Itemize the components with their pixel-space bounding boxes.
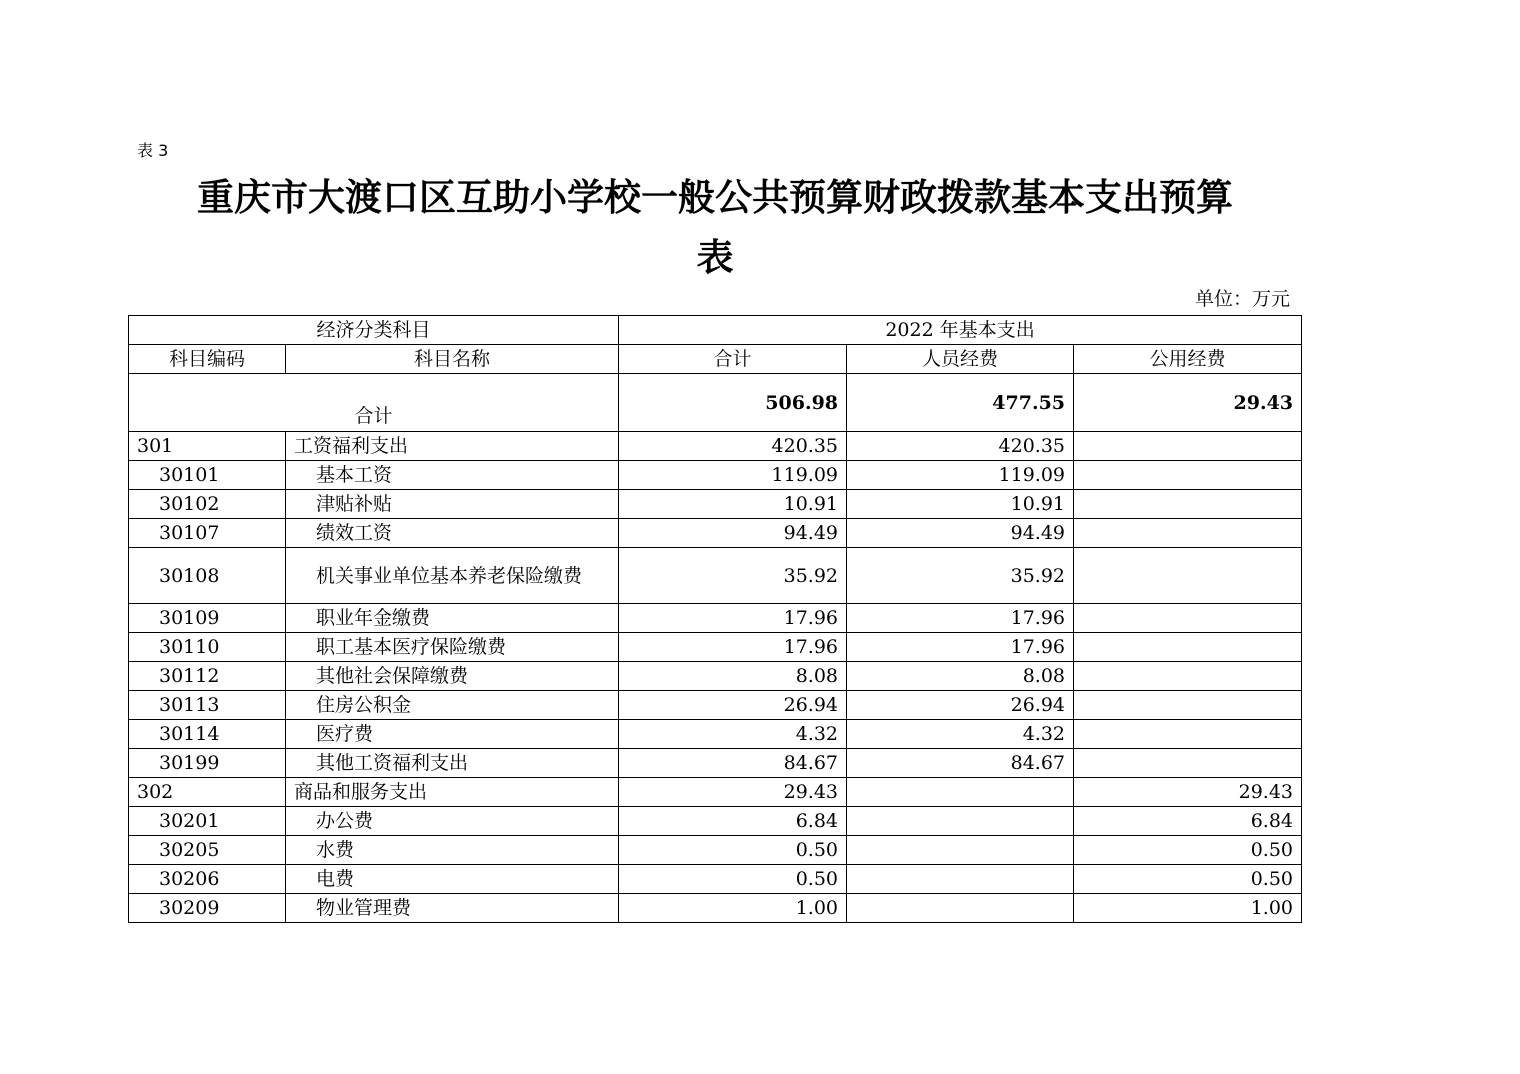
header-group-row: [129, 316, 1302, 345]
row-code: 30112: [129, 662, 286, 691]
row-total: 4.32: [619, 720, 847, 749]
row-total: 0.50: [619, 865, 847, 894]
row-total: 26.94: [619, 691, 847, 720]
row-public: 29.43: [1074, 778, 1302, 807]
table-row: [129, 662, 1302, 691]
row-code: 30107: [129, 519, 286, 548]
row-code: 302: [129, 778, 286, 807]
row-public: [1074, 604, 1302, 633]
row-total: 17.96: [619, 633, 847, 662]
table-number-label: 表 3: [137, 141, 169, 160]
row-code: 301: [129, 432, 286, 461]
row-name: 其他社会保障缴费: [286, 662, 619, 691]
row-public: [1074, 490, 1302, 519]
table-row: [129, 604, 1302, 633]
row-code: 30114: [129, 720, 286, 749]
row-public: [1074, 720, 1302, 749]
row-name: 机关事业单位基本养老保险缴费: [286, 548, 619, 604]
row-code: 30206: [129, 865, 286, 894]
row-name: 物业管理费: [286, 894, 619, 923]
row-public: [1074, 691, 1302, 720]
table-row: [129, 490, 1302, 519]
row-code: 30101: [129, 461, 286, 490]
row-total: 84.67: [619, 749, 847, 778]
table-body: [129, 432, 1302, 923]
header-economic-classification: 经济分类科目: [129, 316, 619, 345]
row-public: [1074, 461, 1302, 490]
row-total: 0.50: [619, 836, 847, 865]
row-public: [1074, 519, 1302, 548]
row-name: 医疗费: [286, 720, 619, 749]
row-code: 30113: [129, 691, 286, 720]
table-row: [129, 548, 1302, 604]
total-label: 合计: [129, 374, 619, 432]
title-line-1: 重庆市大渡口区互助小学校一般公共预算财政拨款基本支出预算: [197, 176, 1233, 219]
row-personnel: 17.96: [847, 633, 1074, 662]
row-code: 30209: [129, 894, 286, 923]
table-row: [129, 432, 1302, 461]
header-personnel: 人员经费: [847, 345, 1074, 374]
total-row: [129, 374, 1302, 432]
table-row: [129, 749, 1302, 778]
table-row: [129, 894, 1302, 923]
table-row: [129, 778, 1302, 807]
row-public: [1074, 662, 1302, 691]
row-personnel: 119.09: [847, 461, 1074, 490]
row-total: 420.35: [619, 432, 847, 461]
row-personnel: 4.32: [847, 720, 1074, 749]
row-code: 30199: [129, 749, 286, 778]
row-total: 119.09: [619, 461, 847, 490]
row-total: 6.84: [619, 807, 847, 836]
row-public: [1074, 548, 1302, 604]
row-total: 10.91: [619, 490, 847, 519]
row-personnel: 10.91: [847, 490, 1074, 519]
row-personnel: 8.08: [847, 662, 1074, 691]
table-row: [129, 633, 1302, 662]
row-total: 35.92: [619, 548, 847, 604]
row-total: 29.43: [619, 778, 847, 807]
row-personnel: [847, 865, 1074, 894]
row-name: 基本工资: [286, 461, 619, 490]
row-personnel: [847, 807, 1074, 836]
row-personnel: 35.92: [847, 548, 1074, 604]
header-2022-basic-expenditure: 2022 年基本支出: [619, 316, 1302, 345]
row-personnel: 84.67: [847, 749, 1074, 778]
row-public: [1074, 633, 1302, 662]
row-personnel: [847, 894, 1074, 923]
row-public: 6.84: [1074, 807, 1302, 836]
row-code: 30108: [129, 548, 286, 604]
total-public: 29.43: [1074, 374, 1302, 432]
row-name: 办公费: [286, 807, 619, 836]
row-total: 1.00: [619, 894, 847, 923]
row-personnel: [847, 778, 1074, 807]
header-public: 公用经费: [1074, 345, 1302, 374]
table-row: [129, 807, 1302, 836]
row-code: 30109: [129, 604, 286, 633]
row-public: [1074, 432, 1302, 461]
header-name: 科目名称: [286, 345, 619, 374]
row-personnel: 26.94: [847, 691, 1074, 720]
table-row: [129, 720, 1302, 749]
table-row: [129, 836, 1302, 865]
row-public: 0.50: [1074, 836, 1302, 865]
row-personnel: 94.49: [847, 519, 1074, 548]
row-public: 0.50: [1074, 865, 1302, 894]
row-total: 94.49: [619, 519, 847, 548]
table-row: [129, 865, 1302, 894]
row-name: 水费: [286, 836, 619, 865]
row-personnel: 17.96: [847, 604, 1074, 633]
row-code: 30201: [129, 807, 286, 836]
title-line-2: 表: [696, 236, 734, 279]
row-name: 绩效工资: [286, 519, 619, 548]
table-row: [129, 461, 1302, 490]
row-name: 职业年金缴费: [286, 604, 619, 633]
row-name: 工资福利支出: [286, 432, 619, 461]
row-code: 30205: [129, 836, 286, 865]
row-name: 津贴补贴: [286, 490, 619, 519]
row-code: 30102: [129, 490, 286, 519]
unit-label: 单位：万元: [1194, 288, 1290, 310]
row-public: [1074, 749, 1302, 778]
total-personnel: 477.55: [847, 374, 1074, 432]
row-name: 电费: [286, 865, 619, 894]
row-name: 商品和服务支出: [286, 778, 619, 807]
budget-table: [128, 315, 1302, 923]
row-total: 17.96: [619, 604, 847, 633]
header-total: 合计: [619, 345, 847, 374]
row-public: 1.00: [1074, 894, 1302, 923]
table-row: [129, 519, 1302, 548]
row-name: 职工基本医疗保险缴费: [286, 633, 619, 662]
header-code: 科目编码: [129, 345, 286, 374]
row-code: 30110: [129, 633, 286, 662]
row-personnel: 420.35: [847, 432, 1074, 461]
table-row: [129, 691, 1302, 720]
header-column-row: [129, 345, 1302, 374]
page-title: [140, 168, 1290, 288]
row-name: 住房公积金: [286, 691, 619, 720]
row-total: 8.08: [619, 662, 847, 691]
total-amount: 506.98: [619, 374, 847, 432]
row-name: 其他工资福利支出: [286, 749, 619, 778]
row-personnel: [847, 836, 1074, 865]
